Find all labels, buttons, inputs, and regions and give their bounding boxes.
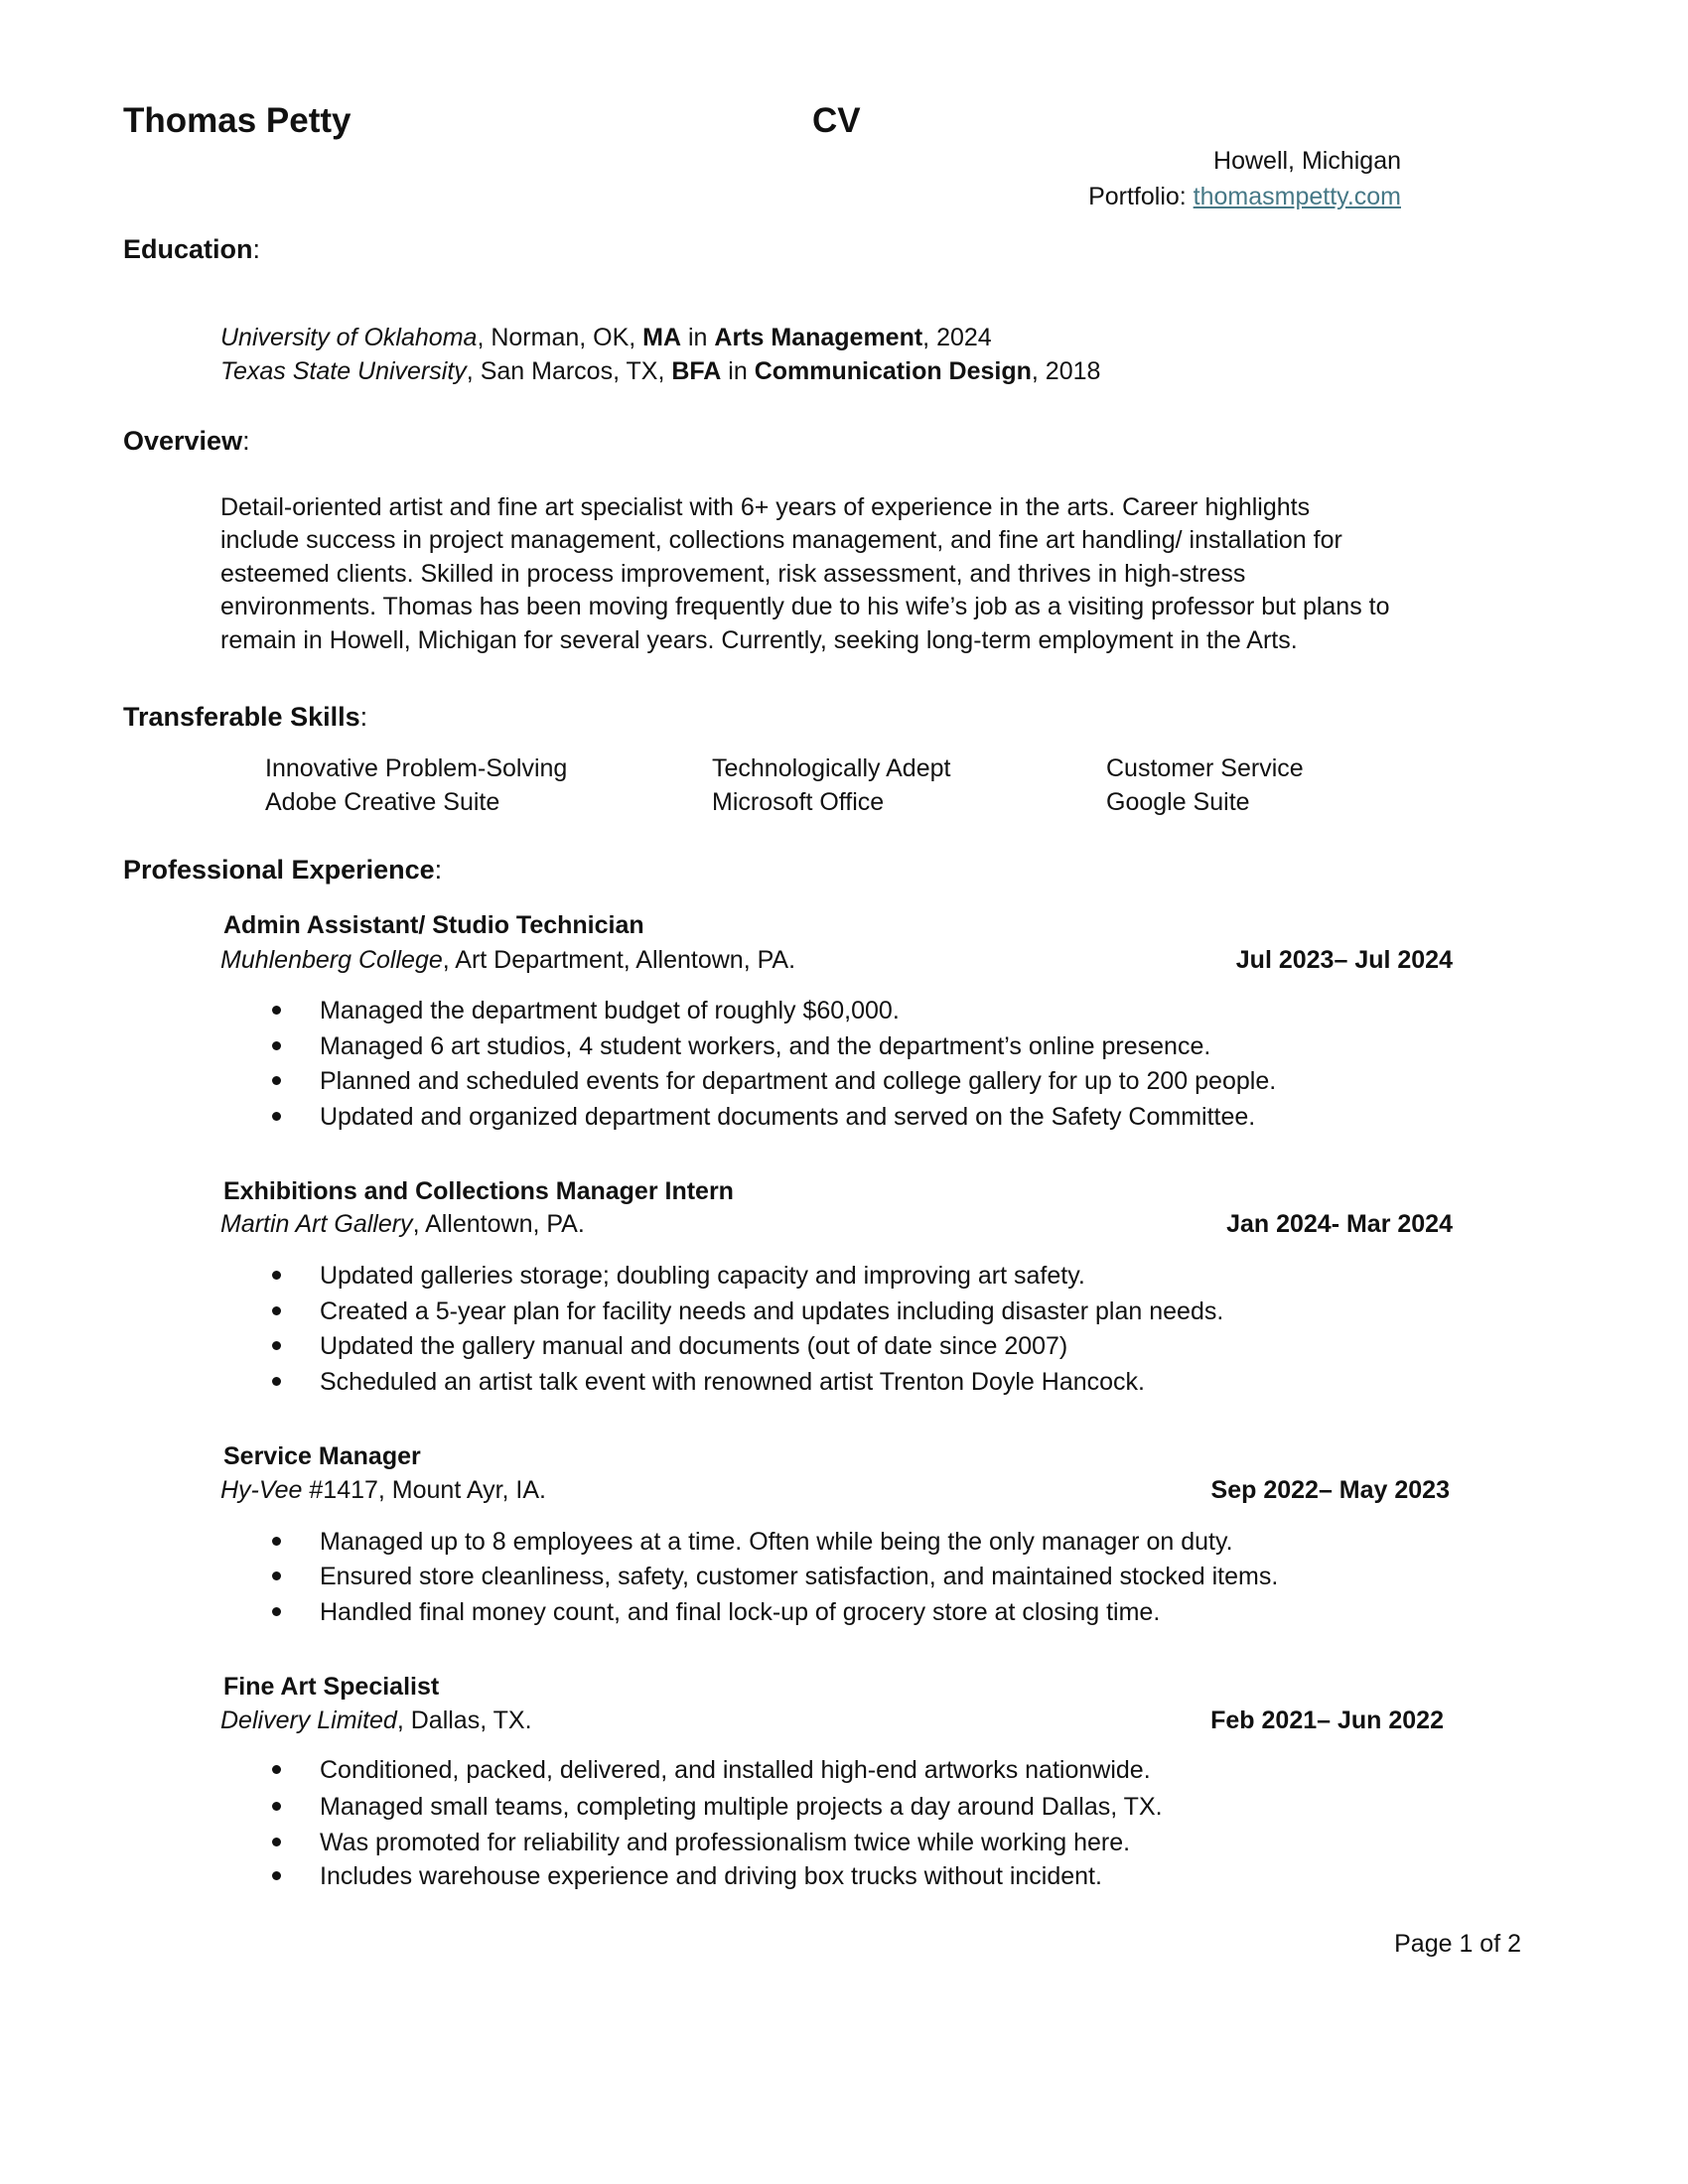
degree: MA: [642, 324, 682, 351]
document-type: CV: [812, 101, 861, 140]
job-title: Service Manager: [223, 1442, 421, 1470]
job-dates: Jan 2024- Mar 2024: [1226, 1210, 1453, 1238]
skill-item: Innovative Problem-Solving: [265, 754, 568, 782]
job-bullet: Ensured store cleanliness, safety, customer satisfaction, and maintained stocked items.: [320, 1563, 1279, 1590]
year: , 2018: [1031, 357, 1101, 385]
org-details: , Allentown, PA.: [412, 1210, 585, 1238]
bullet-icon: [272, 1838, 281, 1846]
bullet-icon: [272, 1041, 281, 1050]
page-number: Page 1 of 2: [1394, 1930, 1521, 1958]
section-title: Transferable Skills: [123, 702, 360, 732]
section-heading-experience: [123, 857, 442, 884]
job-organization: [220, 1212, 585, 1237]
candidate-name: Thomas Petty: [123, 101, 352, 140]
location: Howell, Michigan: [1213, 147, 1401, 175]
connector: in: [681, 324, 715, 351]
job-bullet: Scheduled an artist talk event with renowned artist Trenton Doyle Hancock.: [320, 1368, 1145, 1396]
job-organization: [220, 1708, 532, 1733]
field: Arts Management: [714, 324, 923, 351]
overview-line: esteemed clients. Skilled in process improvement, risk assessment, and thrives in high-stress: [220, 560, 1246, 588]
bullet-icon: [272, 1271, 281, 1280]
org-name: Martin Art Gallery: [220, 1210, 413, 1238]
job-bullet: Updated the gallery manual and documents (out of date since 2007): [320, 1332, 1068, 1360]
org-details: #1417, Mount Ayr, IA.: [302, 1476, 546, 1504]
colon: :: [252, 234, 261, 264]
job-bullet: Handled final money count, and final lock-up of grocery store at closing time.: [320, 1598, 1161, 1626]
job-bullet: Managed up to 8 employees at a time. Often while being the only manager on duty.: [320, 1528, 1233, 1556]
bullet-icon: [272, 1112, 281, 1121]
section-title: Professional Experience: [123, 855, 435, 885]
place: , Norman, OK,: [477, 324, 643, 351]
bullet-icon: [272, 1765, 281, 1774]
job-title: Exhibitions and Collections Manager Intern: [223, 1177, 734, 1205]
org-name: Hy-Vee: [220, 1476, 303, 1504]
degree: BFA: [671, 357, 722, 385]
section-heading-skills: [123, 704, 367, 731]
job-title: Admin Assistant/ Studio Technician: [223, 911, 644, 939]
skill-item: Microsoft Office: [712, 788, 885, 816]
bullet-icon: [272, 1607, 281, 1616]
job-bullet: Managed the department budget of roughly $60,000.: [320, 997, 900, 1024]
overview-line: environments. Thomas has been moving frequently due to his wife’s job as a visiting professor but plans to: [220, 593, 1390, 620]
job-bullet: Created a 5-year plan for facility needs and updates including disaster plan needs.: [320, 1297, 1224, 1325]
org-name: Muhlenberg College: [220, 946, 443, 974]
job-bullet: Was promoted for reliability and professionalism twice while working here.: [320, 1829, 1131, 1856]
education-entry: [220, 359, 1100, 384]
job-organization: [220, 1478, 546, 1503]
place: , San Marcos, TX,: [466, 357, 672, 385]
skill-item: Technologically Adept: [712, 754, 951, 782]
org-details: , Art Department, Allentown, PA.: [442, 946, 796, 974]
bullet-icon: [272, 1537, 281, 1546]
skill-item: Adobe Creative Suite: [265, 788, 500, 816]
job-dates: Jul 2023– Jul 2024: [1235, 946, 1453, 974]
bullet-icon: [272, 1341, 281, 1350]
section-heading-education: [123, 236, 260, 263]
job-bullet: Conditioned, packed, delivered, and installed high-end artworks nationwide.: [320, 1756, 1151, 1784]
bullet-icon: [272, 1571, 281, 1580]
bullet-icon: [272, 1377, 281, 1386]
portfolio-line: [1088, 185, 1401, 209]
overview-line: include success in project management, collections management, and fine art handling/ installation for: [220, 526, 1342, 554]
colon: :: [242, 426, 250, 456]
bullet-icon: [272, 1006, 281, 1015]
portfolio-label: Portfolio:: [1088, 183, 1194, 210]
org-name: Delivery Limited: [220, 1706, 397, 1734]
year: , 2024: [922, 324, 992, 351]
bullet-icon: [272, 1076, 281, 1085]
school: University of Oklahoma: [220, 324, 478, 351]
job-bullet: Updated galleries storage; doubling capacity and improving art safety.: [320, 1262, 1085, 1290]
colon: :: [359, 702, 368, 732]
bullet-icon: [272, 1306, 281, 1315]
job-title: Fine Art Specialist: [223, 1673, 440, 1701]
overview-line: Detail-oriented artist and fine art specialist with 6+ years of experience in the arts. Career highlights: [220, 493, 1311, 521]
job-bullet: Managed small teams, completing multiple projects a day around Dallas, TX.: [320, 1793, 1163, 1821]
section-title: Education: [123, 234, 253, 264]
org-details: , Dallas, TX.: [396, 1706, 532, 1734]
bullet-icon: [272, 1802, 281, 1811]
job-dates: Feb 2021– Jun 2022: [1210, 1706, 1444, 1734]
section-heading-overview: [123, 428, 250, 455]
job-bullet: Planned and scheduled events for department and college gallery for up to 200 people.: [320, 1067, 1277, 1095]
field: Communication Design: [754, 357, 1032, 385]
section-title: Overview: [123, 426, 243, 456]
skill-item: Customer Service: [1106, 754, 1304, 782]
colon: :: [434, 855, 443, 885]
job-organization: [220, 948, 795, 973]
portfolio-link[interactable]: thomasmpetty.com: [1193, 183, 1401, 210]
job-bullet: Updated and organized department documents and served on the Safety Committee.: [320, 1103, 1256, 1131]
job-dates: Sep 2022– May 2023: [1210, 1476, 1450, 1504]
connector: in: [721, 357, 755, 385]
overview-line: remain in Howell, Michigan for several years. Currently, seeking long-term employment in the Arts.: [220, 626, 1298, 654]
skill-item: Google Suite: [1106, 788, 1250, 816]
school: Texas State University: [220, 357, 467, 385]
bullet-icon: [272, 1871, 281, 1880]
job-bullet: Managed 6 art studios, 4 student workers, and the department’s online presence.: [320, 1032, 1211, 1060]
education-entry: [220, 326, 992, 350]
job-bullet: Includes warehouse experience and driving box trucks without incident.: [320, 1862, 1102, 1890]
